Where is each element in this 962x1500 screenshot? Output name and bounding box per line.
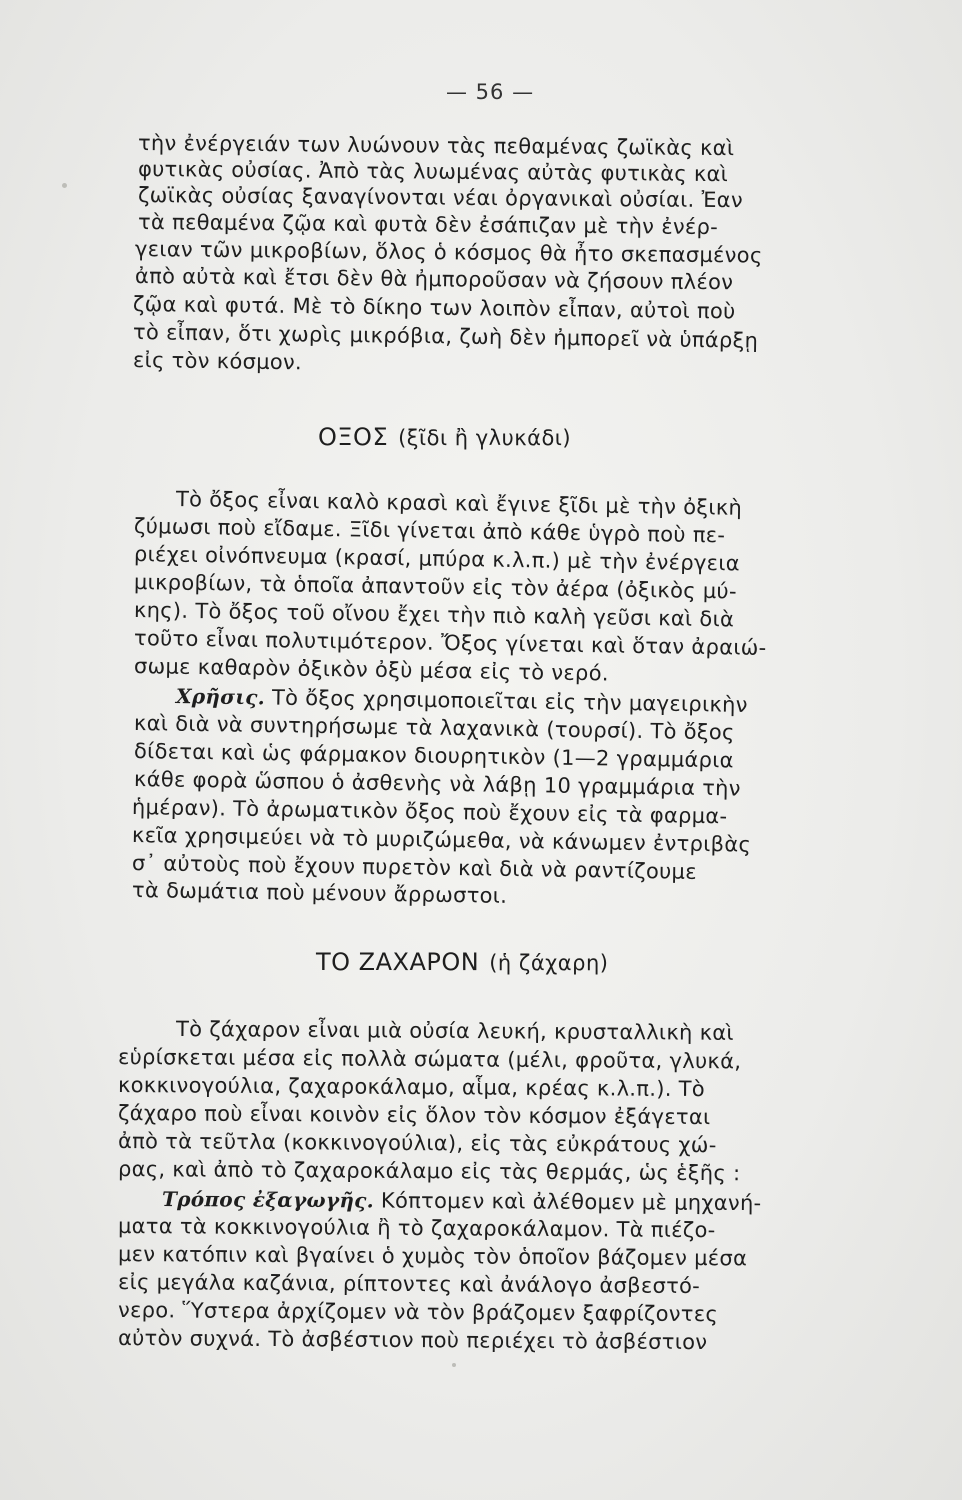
usage-line: δίδεται καὶ ὡς φάρμακον διουρητικὸν (1—2 γραμμάρια [133,739,734,773]
intro-line: τὴν ἐνέργειάν των λυώνουν τὰς πεθαμένας ζωϊκὰς καὶ [137,131,735,161]
oxos-line: ζύμωσι ποὺ εἴδαμε. Ξῖδι γίνεται ἀπὸ κάθε ὑγρὸ ποὺ πε- [133,514,726,548]
method-line: ματα τὰ κοκκινογούλια ἢ τὸ ζαχαροκάλαμον. Τὰ πιέζο- [117,1214,716,1243]
section-subtitle: (ἡ ζάχαρη) [489,951,609,975]
method-line: αὐτὸν συχνά. Τὸ ἀσβέστιον ποὺ περιέχει τὸ ἀσβέστιον [117,1326,708,1355]
oxos-line: σωμε καθαρὸν ὀξικὸν ὀξὺ μέσα εἰς τὸ νερό. [133,654,609,686]
page-number: — 56 — [446,80,535,104]
usage-line: τὰ δωμάτια ποὺ μένουν ἄρρωστοι. [131,878,508,908]
section-title: ΤΟ ΖΑΧΑΡΟΝ [316,948,480,976]
zachar-line: κοκκινογούλια, ζαχαροκάλαμο, αἷμα, κρέας κ.λ.π.). Τὸ [117,1073,706,1102]
intro-line: φυτικὰς οὐσίας. Ἀπὸ τὰς λυωμένας αὐτὰς φυτικὰς καὶ [137,157,729,187]
oxos-line: Τὸ ὄξος εἶναι καλὸ κρασὶ καὶ ἔγινε ξῖδι μὲ τὴν ὀξικὴ [175,487,743,520]
intro-line: τὰ πεθαμένα ζῷα καὶ φυτὰ δὲν ἐσάπιζαν μὲ τὴν ἐνέρ- [137,210,719,240]
usage-line: κεῖα χρησιμεύει νὰ τὸ μυριζώμεθα, νὰ κάνωμεν ἐντριβὰς [131,823,752,857]
section-heading-oxos [318,422,571,453]
section-subtitle: (ξῖδι ἢ γλυκάδι) [398,426,572,450]
method-line: εἰς μεγάλα καζάνια, ρίπτοντες καὶ ἀνάλογο ἀσβεστό- [117,1270,701,1299]
zachar-line: ζάχαρο ποὺ εἶναι κοινὸν εἰς ὅλον τὸν κόσμον ἐξάγεται [117,1101,711,1130]
method-line: μεν κατόπιν καὶ βγαίνει ὁ χυμὸς τὸν ὁποῖον βάζομεν μέσα [117,1242,748,1271]
oxos-line: τοῦτο εἶναι πολυτιμότερον. Ὄξος γίνεται καὶ ὅταν ἀραιώ- [133,626,767,660]
oxos-line: κης). Τὸ ὄξος τοῦ οἴνου ἔχει τὴν πιὸ καλὴ γεῦσι καὶ διὰ [133,598,735,632]
intro-line: τὸ εἶπαν, ὅτι χωρὶς μικρόβια, ζωὴ δὲν ἠμπορεῖ νὰ ὑπάρξῃ [132,320,759,353]
method-label: Τρόπος ἐξαγωγῆς. [161,1187,375,1213]
intro-line: ζῷα καὶ φυτά. Μὲ τὸ δίκηο των λοιπὸν εἶπαν, αὐτοὶ ποὺ [132,292,736,324]
paper-speck [62,183,67,188]
method-first-line [162,1186,762,1216]
oxos-line: μικροβίων, τὰ ὁποῖα ἀπαντοῦν εἰς τὸν ἀέρα (ὀξικὸς μύ- [133,570,738,604]
intro-line: ἀπὸ αὐτὰ καὶ ἔτσι δὲν θὰ ἠμποροῦσαν νὰ ζήσουν πλέον [134,264,734,295]
usage-line: ἡμέραν). Τὸ ἀρωματικὸν ὄξος ποὺ ἔχουν εἰς τὰ φαρμα- [131,795,728,829]
intro-line: εἰς τὸν κόσμον. [132,348,303,375]
section-title: ΟΞΟΣ [318,423,389,451]
zachar-line: ρας, καὶ ἀπὸ τὸ ζαχαροκάλαμο εἰς τὰς θερμάς, ὡς ἑξῆς : [117,1157,741,1186]
section-heading-zacharon [316,947,608,978]
zachar-line: Τὸ ζάχαρον εἶναι μιὰ οὐσία λευκή, κρυσταλλικὴ καὶ [175,1017,734,1045]
paper-speck [452,1363,456,1367]
intro-line: γειαν τῶν μικροβίων, ὅλος ὁ κόσμος θὰ ἦτο σκεπασμένος [134,237,763,268]
oxos-line: ριέχει οἰνόπνευμα (κρασί, μπύρα κ.λ.π.) μὲ τὴν ἐνέργεια [133,542,741,576]
method-first-text: Κόπτομεν καὶ ἀλέθομεν μὲ μηχανή- [373,1188,762,1216]
zachar-line: ἀπὸ τὰ τεῦτλα (κοκκινογούλια), εἰς τὰς εὐκράτους χώ- [117,1129,717,1158]
usage-first-text: Τὸ ὄξος χρησιμοποιεῖται εἰς τὴν μαγειρικὴν [264,685,748,717]
zachar-line: εὑρίσκεται μέσα εἰς πολλὰ σώματα (μέλι, φροῦτα, γλυκά, [117,1045,742,1074]
usage-line: σ᾽ αὐτοὺς ποὺ ἔχουν πυρετὸν καὶ διὰ νὰ ραντίζουμε [131,851,698,884]
usage-line: καὶ διὰ νὰ συντηρήσωμε τὰ λαχανικὰ (τουρσί). Τὸ ὄξος [133,711,735,745]
intro-line: ζωϊκὰς οὐσίας ξαναγίνονται νέαι ὀργανικαὶ οὐσίαι. Ἐαν [137,183,744,213]
method-line: νερο. Ὕστερα ἀρχίζομεν νὰ τὸν βράζομεν ξαφρίζοντες [117,1298,719,1327]
usage-line: κάθε φορὰ ὥσπου ὁ ἀσθενὴς νὰ λάβῃ 10 γραμμάρια τὴν [133,767,742,801]
usage-label: Χρῆσις. [175,684,266,710]
